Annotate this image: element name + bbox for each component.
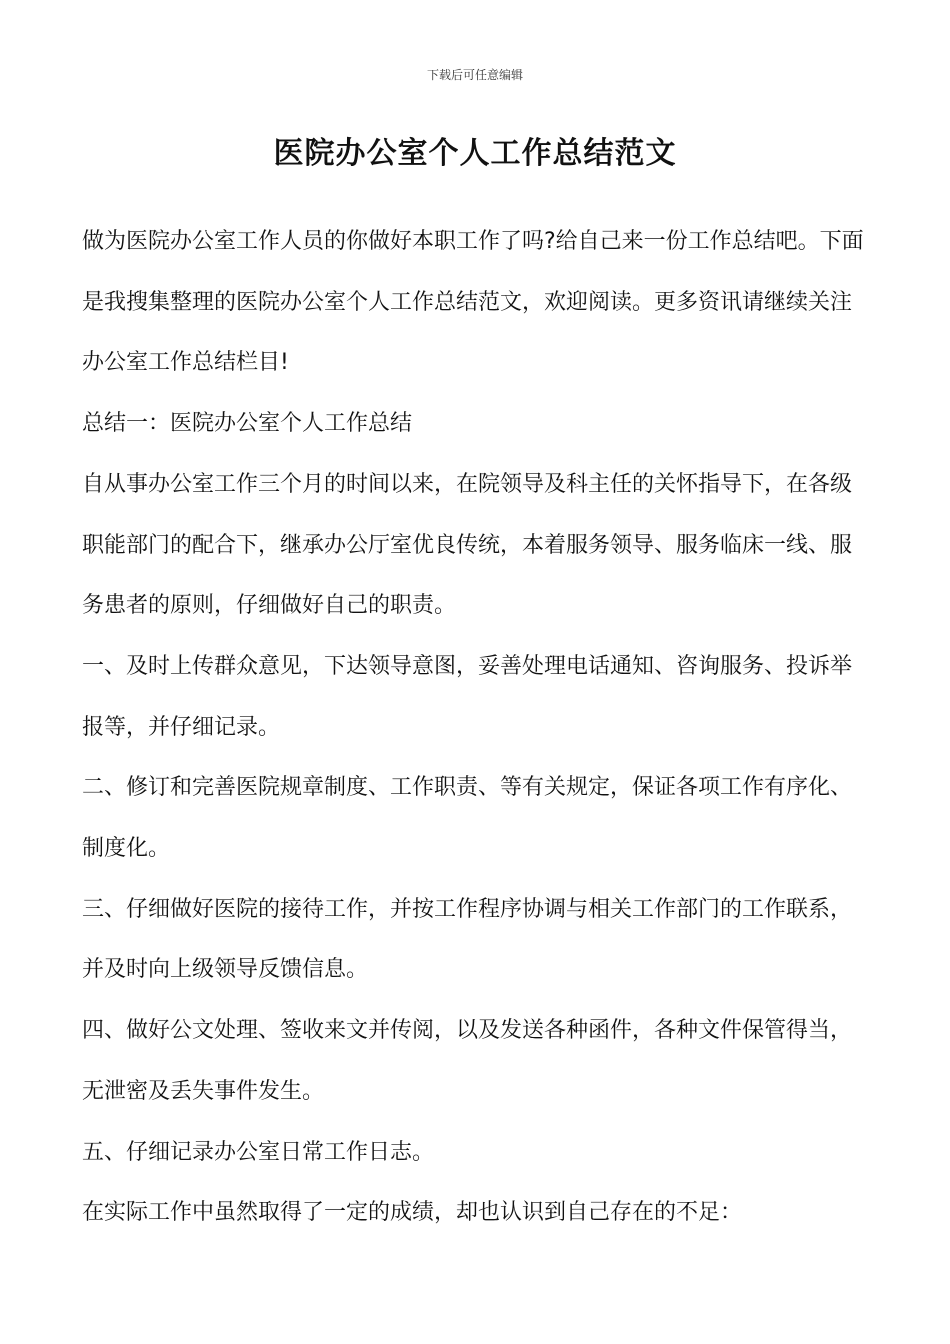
list-item: 二、修订和完善医院规章制度、工作职责、等有关规定，保证各项工作有序化、制度化。 <box>82 775 853 862</box>
document-body <box>82 212 872 1244</box>
list-item: 五、仔细记录办公室日常工作日志。 <box>82 1139 435 1165</box>
list-item: 三、仔细做好医院的接待工作，并按工作程序协调与相关工作部门的工作联系，并及时向上级领导反馈信息。 <box>82 896 853 983</box>
header-note: 下载后可任意编辑 <box>426 68 523 82</box>
document-title: 医院办公室个人工作总结范文 <box>273 136 677 171</box>
body-paragraph: 在实际工作中虽然取得了一定的成绩，却也认识到自己存在的不足： <box>82 1200 743 1226</box>
section-heading: 总结一：医院办公室个人工作总结 <box>82 411 413 437</box>
list-item: 四、做好公文处理、签收来文并传阅，以及发送各种函件，各种文件保管得当，无泄密及丢失事件发生。 <box>82 1018 853 1104</box>
body-paragraph: 自从事办公室工作三个月的时间以来，在院领导及科主任的关怀指导下，在各级职能部门的配合下，继承办公厅室优良传统，本着服务领导、服务临床一线、服务患者的原则，仔细做好自己的职责。 <box>82 471 853 619</box>
intro-paragraph: 做为医院办公室工作人员的你做好本职工作了吗?给自己来一份工作总结吧。下面是我搜集整理的医院办公室个人工作总结范文，欢迎阅读。更多资讯请继续关注办公室工作总结栏目! <box>82 229 864 376</box>
list-item: 一、及时上传群众意见，下达领导意图，妥善处理电话通知、咨询服务、投诉举报等，并仔细记录。 <box>82 653 853 740</box>
